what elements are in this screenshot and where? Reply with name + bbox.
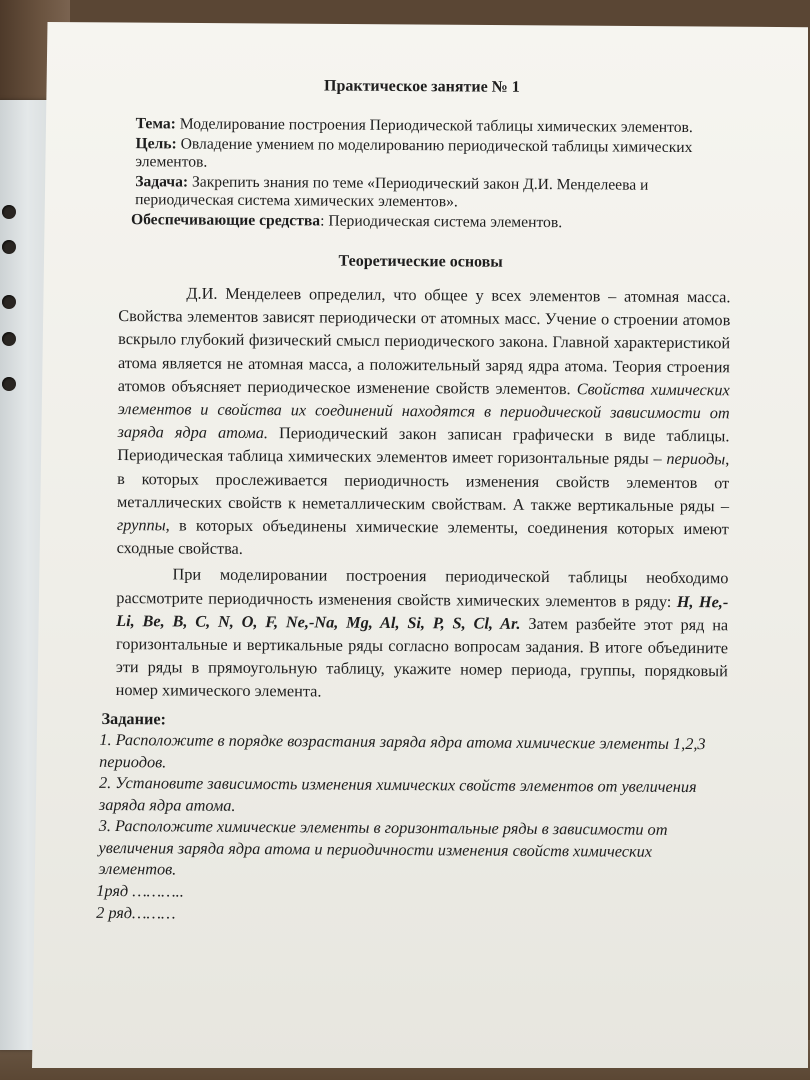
theory-text-f: Затем разбейте этот ряд на горизонтальные и вертикальные ряды согласно вопросам задания. В итоге объедините эти ряды в прямоугольную таблицу, укажите номер периода, группы, порядковый номер химического элемента. [115,613,729,701]
row-2-line: 2 ряд……… [96,902,176,923]
goal-text: Овладение умением по моделированию периодической таблицы химических элементов. [135,135,693,171]
means-text: : Периодическая система элементов. [320,212,563,232]
theory-text-a: Д.И. Менделеев определил, что общее у всех элементов – атомная масса. Свойства элементов зависят периодически от атомных масс. Учение о строении атомов вскрыло глубокий физический смысл периодического закона. Главной характеристикой атома является не атомная масса, а положительный заряд ядра атома. Теория строения атомов объясняет периодическое изменение свойств элементов. [117,283,731,399]
means-label: Обеспечивающие средства [130,211,321,230]
theory-text-e: При моделировании построения периодической таблицы необходимо рассмотрите периодичность изменения свойств химических элементов в ряду: [116,564,729,611]
punch-hole [2,205,16,219]
punch-hole [2,332,16,346]
goal-line [135,135,731,174]
topic-text: Моделирование построения Периодической таблицы химических элементов. [175,114,693,136]
theory-periods-term: периоды [666,449,726,469]
row-1-line: 1ряд ……….. [96,880,184,901]
means-line [131,211,731,233]
assignment-heading: Задание: [101,708,167,729]
assignment-item-3: 3. Расположите химические элементы в горизонтальные ряды в зависимости от увеличения заряда ядра атома и периодичности изменения свойств химических элементов. [98,816,668,879]
document-content [96,74,732,928]
theory-groups-term: группы [116,515,166,535]
theory-heading: Теоретические основы [338,252,503,271]
topic-line [136,115,732,137]
assignment-item-1: 1. Расположите в порядке возрастания заряда ядра атома химические элементы 1,2,3 периодов. [99,730,706,772]
theory-text-b: Периодический закон записан графически в виде таблицы. Периодическая таблица химических элементов имеет горизонтальные ряды – [117,423,730,469]
topic-label: Тема: [135,114,176,132]
theory-text-c: , в которых прослеживается периодичность изменения свойств элементов от металлических свойств к неметаллическим свойствам. А также вертикальные ряды – [116,449,730,516]
punch-hole [2,295,16,309]
theory-paragraph-2 [108,562,729,706]
task-label: Задача: [135,173,189,191]
task-line [135,173,731,212]
theory-italic-law: Свойства химических элементов и свойства их соединений находятся в периодической зависимости от заряда ядра атома. [117,379,730,443]
element-series: H, He,-Li, Be, B, C, N, O, F, Ne,-Na, Mg, Al, Si, P, S, Cl, Ar. [116,591,729,633]
theory-text-d: , в которых объединены химические элементы, соединения которых имеют сходные свойства. [116,515,729,559]
punch-hole [2,377,16,391]
task-text: Закрепить знания по теме «Периодический закон Д.И. Менделеева и периодическая система химических элементов». [135,173,649,210]
punch-hole [2,240,16,254]
goal-label: Цель: [135,135,177,153]
assignment-item-2: 2. Установите зависимость изменения химических свойств элементов от увеличения заряда ядра атома. [98,773,697,815]
page-title: Практическое занятие № 1 [323,77,520,96]
theory-paragraph-1 [109,281,731,564]
